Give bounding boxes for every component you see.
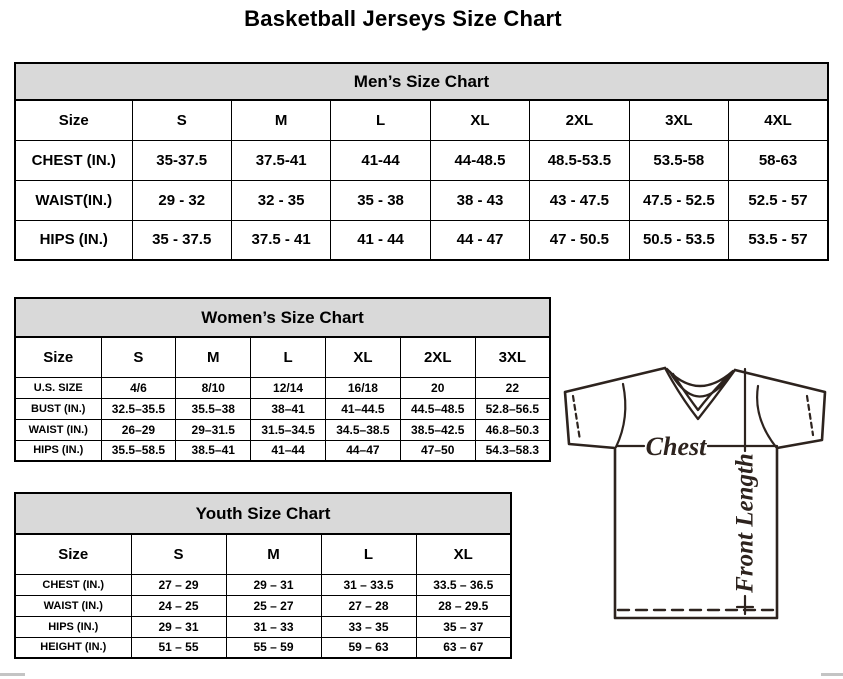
size-value-cell: 35 – 37 [416, 616, 511, 637]
table-row [15, 440, 550, 461]
table-row [15, 419, 550, 440]
size-value-cell: 26–29 [101, 419, 176, 440]
size-value-cell: 8/10 [176, 377, 251, 398]
size-value-cell: 38.5–42.5 [400, 419, 475, 440]
column-header: M [231, 100, 330, 140]
column-header: XL [325, 337, 400, 377]
column-header-row [15, 534, 511, 574]
column-header: XL [430, 100, 529, 140]
youth-size-table [14, 492, 512, 659]
size-value-cell: 31 – 33 [226, 616, 321, 637]
table-row [15, 377, 550, 398]
scrollbar-stub-right[interactable] [821, 673, 843, 676]
size-value-cell: 55 – 59 [226, 637, 321, 658]
size-value-cell: 29 – 31 [226, 574, 321, 595]
jersey-collar [665, 368, 735, 419]
size-value-cell: 41 - 44 [331, 220, 430, 260]
womens-size-table [14, 297, 551, 462]
size-value-cell: 46.8–50.3 [475, 419, 550, 440]
size-value-cell: 22 [475, 377, 550, 398]
size-value-cell: 47–50 [400, 440, 475, 461]
size-value-cell: 37.5-41 [231, 140, 330, 180]
column-header: 3XL [475, 337, 550, 377]
table-row [15, 574, 511, 595]
size-value-cell: 43 - 47.5 [530, 180, 629, 220]
size-value-cell: 16/18 [325, 377, 400, 398]
size-value-cell: 41–44 [251, 440, 326, 461]
size-value-cell: 54.3–58.3 [475, 440, 550, 461]
row-label: WAIST (IN.) [15, 595, 131, 616]
table-row [15, 180, 828, 220]
chest-label: Chest [645, 432, 707, 461]
column-header-row [15, 337, 550, 377]
size-column-header: Size [15, 100, 132, 140]
size-value-cell: 44.5–48.5 [400, 398, 475, 419]
size-value-cell: 63 – 67 [416, 637, 511, 658]
size-value-cell: 38.5–41 [176, 440, 251, 461]
size-value-cell: 48.5-53.5 [530, 140, 629, 180]
size-value-cell: 44 - 47 [430, 220, 529, 260]
left-cuff-dash [573, 396, 580, 440]
size-value-cell: 51 – 55 [131, 637, 226, 658]
front-length-label: Front Length [731, 453, 759, 593]
size-value-cell: 32 - 35 [231, 180, 330, 220]
size-value-cell: 52.5 - 57 [729, 180, 828, 220]
size-value-cell: 44-48.5 [430, 140, 529, 180]
size-value-cell: 25 – 27 [226, 595, 321, 616]
column-header: 3XL [629, 100, 728, 140]
size-value-cell: 52.8–56.5 [475, 398, 550, 419]
row-label: HIPS (IN.) [15, 440, 101, 461]
size-value-cell: 37.5 - 41 [231, 220, 330, 260]
table-title: Youth Size Chart [15, 493, 511, 534]
table-row [15, 595, 511, 616]
size-value-cell: 29 - 32 [132, 180, 231, 220]
size-value-cell: 27 – 28 [321, 595, 416, 616]
size-value-cell: 38–41 [251, 398, 326, 419]
column-header: S [101, 337, 176, 377]
size-value-cell: 47 - 50.5 [530, 220, 629, 260]
size-value-cell: 29 – 31 [131, 616, 226, 637]
column-header: M [226, 534, 321, 574]
table-title-row [15, 298, 550, 337]
column-header: 2XL [530, 100, 629, 140]
size-value-cell: 29–31.5 [176, 419, 251, 440]
size-value-cell: 4/6 [101, 377, 176, 398]
size-value-cell: 33 – 35 [321, 616, 416, 637]
jersey-outline-svg [552, 356, 838, 626]
size-value-cell: 31.5–34.5 [251, 419, 326, 440]
column-header: S [132, 100, 231, 140]
table-row [15, 616, 511, 637]
size-value-cell: 24 – 25 [131, 595, 226, 616]
size-value-cell: 50.5 - 53.5 [629, 220, 728, 260]
size-value-cell: 41–44.5 [325, 398, 400, 419]
column-header: L [251, 337, 326, 377]
size-value-cell: 32.5–35.5 [101, 398, 176, 419]
row-label: CHEST (IN.) [15, 140, 132, 180]
right-sleeve-seam [757, 386, 776, 447]
size-value-cell: 28 – 29.5 [416, 595, 511, 616]
row-label: WAIST (IN.) [15, 419, 101, 440]
column-header-row [15, 100, 828, 140]
column-header: S [131, 534, 226, 574]
size-column-header: Size [15, 337, 101, 377]
size-value-cell: 35 - 38 [331, 180, 430, 220]
table-title-row [15, 63, 828, 100]
table-title: Women’s Size Chart [15, 298, 550, 337]
size-column-header: Size [15, 534, 131, 574]
size-value-cell: 35.5–58.5 [101, 440, 176, 461]
table-row [15, 637, 511, 658]
mens-size-table [14, 62, 829, 261]
row-label: CHEST (IN.) [15, 574, 131, 595]
size-value-cell: 53.5 - 57 [729, 220, 828, 260]
size-value-cell: 33.5 – 36.5 [416, 574, 511, 595]
row-label: HIPS (IN.) [15, 616, 131, 637]
table-row [15, 140, 828, 180]
size-value-cell: 20 [400, 377, 475, 398]
size-value-cell: 31 – 33.5 [321, 574, 416, 595]
row-label: U.S. SIZE [15, 377, 101, 398]
size-value-cell: 35 - 37.5 [132, 220, 231, 260]
size-value-cell: 35-37.5 [132, 140, 231, 180]
left-sleeve-seam [616, 384, 625, 447]
row-label: HIPS (IN.) [15, 220, 132, 260]
page-title: Basketball Jerseys Size Chart [244, 6, 562, 31]
row-label: WAIST(IN.) [15, 180, 132, 220]
column-header: XL [416, 534, 511, 574]
size-value-cell: 53.5-58 [629, 140, 728, 180]
size-value-cell: 41-44 [331, 140, 430, 180]
scrollbar-stub-left[interactable] [0, 673, 25, 676]
row-label: BUST (IN.) [15, 398, 101, 419]
table-title-row [15, 493, 511, 534]
jersey-measurement-diagram [552, 356, 838, 626]
size-value-cell: 47.5 - 52.5 [629, 180, 728, 220]
size-value-cell: 44–47 [325, 440, 400, 461]
size-value-cell: 38 - 43 [430, 180, 529, 220]
column-header: L [331, 100, 430, 140]
table-row [15, 220, 828, 260]
row-label: HEIGHT (IN.) [15, 637, 131, 658]
column-header: 4XL [729, 100, 828, 140]
right-cuff-dash [807, 396, 813, 435]
size-value-cell: 27 – 29 [131, 574, 226, 595]
column-header: M [176, 337, 251, 377]
table-row [15, 398, 550, 419]
size-value-cell: 34.5–38.5 [325, 419, 400, 440]
table-title: Men’s Size Chart [15, 63, 828, 100]
column-header: L [321, 534, 416, 574]
size-value-cell: 58-63 [729, 140, 828, 180]
size-value-cell: 59 – 63 [321, 637, 416, 658]
size-value-cell: 12/14 [251, 377, 326, 398]
size-value-cell: 35.5–38 [176, 398, 251, 419]
column-header: 2XL [400, 337, 475, 377]
